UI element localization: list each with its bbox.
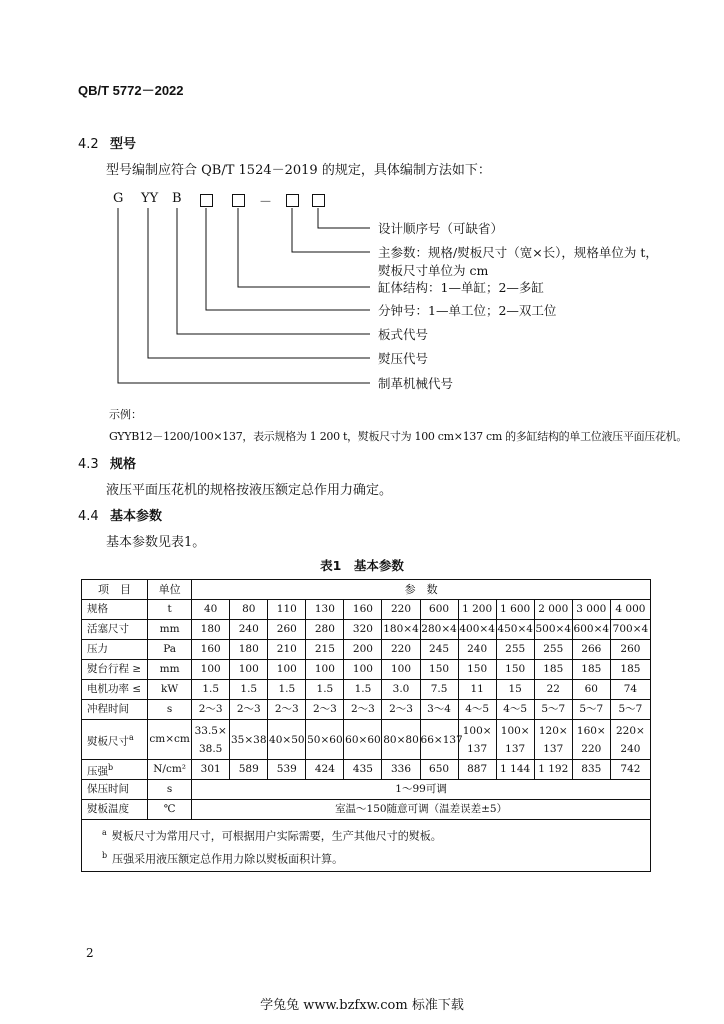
table-cell: 11	[458, 680, 496, 700]
table-cell: 260	[268, 620, 306, 640]
header-unit: 单位	[148, 580, 192, 600]
code-leader-lines	[0, 0, 724, 400]
header-params: 参 数	[192, 580, 651, 600]
row-label-text: 活塞尺寸	[87, 623, 129, 635]
table-cell: 220	[382, 600, 420, 620]
label-cylinder-structure: 缸体结构：1—单缸；2—多缸	[378, 280, 544, 295]
table-cell: 130	[306, 600, 344, 620]
table-cell: 80	[230, 600, 268, 620]
table-cell	[268, 720, 306, 760]
table-row	[82, 700, 651, 720]
table-cell: 336	[382, 760, 420, 780]
code-letter-b: B	[172, 191, 182, 206]
table-cell: 100	[268, 660, 306, 680]
table-footnotes	[82, 820, 651, 872]
row-unit: mm	[148, 660, 192, 680]
row-label-text: 熨台行程 ≥	[87, 663, 142, 675]
example-text: GYYB12－1200/100×137，表示规格为 1 200 t，熨板尺寸为 100 cm×137 cm 的多缸结构的单工位液压平面压花机。	[109, 430, 688, 443]
table-cell: 210	[268, 640, 306, 660]
table-cell	[382, 720, 420, 760]
table-cell	[534, 720, 572, 760]
cell-line: 220	[581, 742, 602, 755]
section-title: 基本参数	[110, 509, 163, 524]
table-cell: 4～5	[458, 700, 496, 720]
table-cell: 100	[344, 660, 382, 680]
cell-line: 100×	[500, 724, 530, 737]
table-cell: 185	[610, 660, 650, 680]
cell-line: 80×80	[383, 733, 419, 746]
table-cell: 450×4	[496, 620, 534, 640]
table-cell: 5～7	[534, 700, 572, 720]
row-label-text: 熨板尺寸	[87, 735, 129, 748]
cell-line: 220×	[616, 724, 645, 737]
footnote-text: 熨板尺寸为常用尺寸，可根据用户实际需要，生产其他尺寸的熨板。	[111, 829, 442, 843]
cell-line: 33.5×	[194, 724, 227, 737]
cell-line: 38.5	[198, 742, 223, 755]
table-cell: 100	[230, 660, 268, 680]
table-cell: 220	[382, 640, 420, 660]
label-plate-type: 板式代号	[378, 327, 429, 342]
section-number: 4.2	[78, 137, 99, 152]
section-title: 型号	[110, 137, 137, 152]
footnote-text: 压强采用液压额定总作用力除以熨板面积计算。	[112, 852, 344, 866]
cell-line: 240	[620, 742, 641, 755]
table-cell: 539	[268, 760, 306, 780]
table-cell: 700×4	[610, 620, 650, 640]
row-label	[82, 660, 148, 680]
cell-line: 40×50	[269, 733, 305, 746]
cell-line: 66×137	[420, 733, 463, 746]
footnote	[102, 846, 650, 869]
table-cell: 255	[496, 640, 534, 660]
table-caption: 表1 基本参数	[320, 558, 404, 573]
code-dash: －	[259, 195, 273, 210]
table-cell: 600×4	[572, 620, 610, 640]
table-cell: 742	[610, 760, 650, 780]
table-cell: 1 200	[458, 600, 496, 620]
section-number: 4.4	[78, 509, 99, 524]
merged-value: 室温～150随意可调（温差误差±5）	[192, 800, 651, 820]
label-design-sequence: 设计顺序号（可缺省）	[378, 221, 504, 236]
label-main-parameter-cont: 熨板尺寸单位为 cm	[378, 263, 489, 278]
plate-row-label	[82, 720, 148, 760]
table-cell: 150	[458, 660, 496, 680]
table-cell: 15	[496, 680, 534, 700]
table-cell: 320	[344, 620, 382, 640]
table-cell: 280	[306, 620, 344, 640]
table-cell: 4 000	[610, 600, 650, 620]
table-cell: 245	[420, 640, 458, 660]
table-cell: 1.5	[230, 680, 268, 700]
table-cell: 589	[230, 760, 268, 780]
table-row	[82, 660, 651, 680]
table-cell: 240	[230, 620, 268, 640]
table-cell: 22	[534, 680, 572, 700]
label-ironing: 熨压代号	[378, 351, 429, 366]
table-cell: 260	[610, 640, 650, 660]
label-station: 分钟号：1—单工位；2—双工位	[378, 303, 557, 318]
table-cell: 1.5	[268, 680, 306, 700]
table-cell: 60	[572, 680, 610, 700]
cell-line: 35×38	[230, 733, 267, 746]
code-letter-g: G	[113, 191, 124, 206]
pressure-row-label	[82, 760, 148, 780]
row-label	[82, 680, 148, 700]
row-label-text: 冲程时间	[87, 703, 129, 715]
table-cell	[610, 720, 650, 760]
table-cell: 100	[306, 660, 344, 680]
table-cell	[306, 720, 344, 760]
hold-row-label	[82, 780, 148, 800]
row-unit: N/cm²	[148, 760, 192, 780]
table-cell: 74	[610, 680, 650, 700]
table-cell: 424	[306, 760, 344, 780]
table-cell: 435	[344, 760, 382, 780]
table-cell: 150	[420, 660, 458, 680]
spec-text: 液压平面压花机的规格按液压额定总作用力确定。	[106, 483, 393, 498]
table-cell: 1 144	[496, 760, 534, 780]
row-label-text: 压强	[87, 765, 108, 778]
row-unit: cm×cm	[148, 720, 192, 760]
row-label	[82, 620, 148, 640]
table-row	[82, 680, 651, 700]
model-intro: 型号编制应符合 QB/T 1524－2019 的规定，具体编制方法如下：	[106, 163, 491, 178]
table-cell: 4～5	[496, 700, 534, 720]
row-unit: mm	[148, 620, 192, 640]
row-label-text: 保压时间	[87, 783, 129, 795]
temp-row-label	[82, 800, 148, 820]
table-cell: 185	[572, 660, 610, 680]
table-row	[82, 600, 651, 620]
footnote-mark: a	[102, 828, 107, 837]
table-cell: 240	[458, 640, 496, 660]
table-cell	[496, 720, 534, 760]
table-cell: 1.5	[344, 680, 382, 700]
table-row	[82, 620, 651, 640]
table-cell: 3～4	[420, 700, 458, 720]
cell-line: 120×	[538, 724, 568, 737]
basic-parameters-table	[81, 579, 651, 872]
table-cell: 160	[192, 640, 230, 660]
table-cell: 215	[306, 640, 344, 660]
merged-value: 1～99可调	[192, 780, 651, 800]
table-cell: 150	[496, 660, 534, 680]
table-cell: 2～3	[306, 700, 344, 720]
footer-watermark: 学兔兔 www.bzfxw.com 标准下载	[260, 998, 464, 1013]
table-cell: 180	[230, 640, 268, 660]
table-cell: 1.5	[306, 680, 344, 700]
table-cell	[458, 720, 496, 760]
code-letters-yy: YY	[141, 191, 159, 206]
cell-line: 137	[467, 742, 488, 755]
table-cell: 5～7	[572, 700, 610, 720]
label-leather-machinery: 制革机械代号	[378, 376, 454, 391]
table-cell	[344, 720, 382, 760]
cell-line: 137	[543, 742, 564, 755]
table-cell: 180	[192, 620, 230, 640]
row-unit: t	[148, 600, 192, 620]
table-cell: 2～3	[268, 700, 306, 720]
table-cell: 301	[192, 760, 230, 780]
footnote-mark: b	[108, 762, 114, 772]
footnotes-cell	[82, 820, 651, 872]
row-unit: s	[148, 700, 192, 720]
table-cell: 200	[344, 640, 382, 660]
table-cell: 266	[572, 640, 610, 660]
table-cell: 2～3	[382, 700, 420, 720]
table-cell: 2 000	[534, 600, 572, 620]
row-label	[82, 700, 148, 720]
table-row-plate-temp	[82, 800, 651, 820]
row-label-text: 熨板温度	[87, 803, 129, 815]
table-cell	[420, 720, 463, 760]
table-cell: 887	[458, 760, 496, 780]
table-cell	[192, 720, 230, 760]
row-unit: Pa	[148, 640, 192, 660]
row-label-text: 压力	[87, 643, 108, 655]
example-title: 示例：	[109, 408, 142, 421]
footnote-mark: b	[102, 850, 108, 860]
row-label-text: 规格	[87, 603, 108, 615]
table-cell: 3 000	[572, 600, 610, 620]
table-cell: 110	[268, 600, 306, 620]
table-cell: 2～3	[230, 700, 268, 720]
section-title: 规格	[110, 457, 137, 472]
table-cell: 2～3	[192, 700, 230, 720]
table-cell: 100	[382, 660, 420, 680]
section-number: 4.3	[78, 457, 99, 472]
header-item: 项 目	[82, 580, 148, 600]
cell-line: 137	[505, 742, 526, 755]
table-cell: 600	[420, 600, 458, 620]
table-cell: 400×4	[458, 620, 496, 640]
cell-line: 50×60	[307, 733, 343, 746]
table-cell: 180×4	[382, 620, 420, 640]
table-cell: 280×4	[420, 620, 458, 640]
section-4-4-heading	[78, 505, 162, 524]
basic-params-text: 基本参数见表1。	[106, 535, 206, 550]
table-cell: 1.5	[192, 680, 230, 700]
cell-line: 160×	[576, 724, 606, 737]
table-cell: 1 600	[496, 600, 534, 620]
label-main-parameter: 主参数：规格/熨板尺寸（宽×长），规格单位为 t，	[378, 245, 658, 260]
table-cell	[230, 720, 268, 760]
table-row	[82, 640, 651, 660]
page-number: 2	[86, 946, 94, 960]
row-unit: ℃	[148, 800, 192, 820]
row-label-text: 电机功率 ≤	[87, 683, 142, 695]
table-cell: 3.0	[382, 680, 420, 700]
row-label	[82, 600, 148, 620]
table-cell: 255	[534, 640, 572, 660]
row-unit: s	[148, 780, 192, 800]
cell-line: 60×60	[345, 733, 381, 746]
table-cell: 2～3	[344, 700, 382, 720]
footnote	[102, 823, 650, 846]
table-row-pressure	[82, 760, 651, 780]
table-cell: 650	[420, 760, 458, 780]
cell-line: 100×	[462, 724, 492, 737]
table-row-plate-size	[82, 720, 651, 760]
table-cell: 40	[192, 600, 230, 620]
document-number: QB/T 5772－2022	[78, 83, 184, 98]
table-cell: 500×4	[534, 620, 572, 640]
table-cell: 1 192	[534, 760, 572, 780]
footnote-mark: a	[129, 732, 134, 742]
section-4-3-heading	[78, 453, 136, 472]
table-cell: 835	[572, 760, 610, 780]
table-cell: 185	[534, 660, 572, 680]
row-unit: kW	[148, 680, 192, 700]
table-cell	[572, 720, 610, 760]
table-cell: 5～7	[610, 700, 650, 720]
table-cell: 160	[344, 600, 382, 620]
table-cell: 7.5	[420, 680, 458, 700]
row-label	[82, 640, 148, 660]
table-cell: 100	[192, 660, 230, 680]
table-row-hold-time	[82, 780, 651, 800]
